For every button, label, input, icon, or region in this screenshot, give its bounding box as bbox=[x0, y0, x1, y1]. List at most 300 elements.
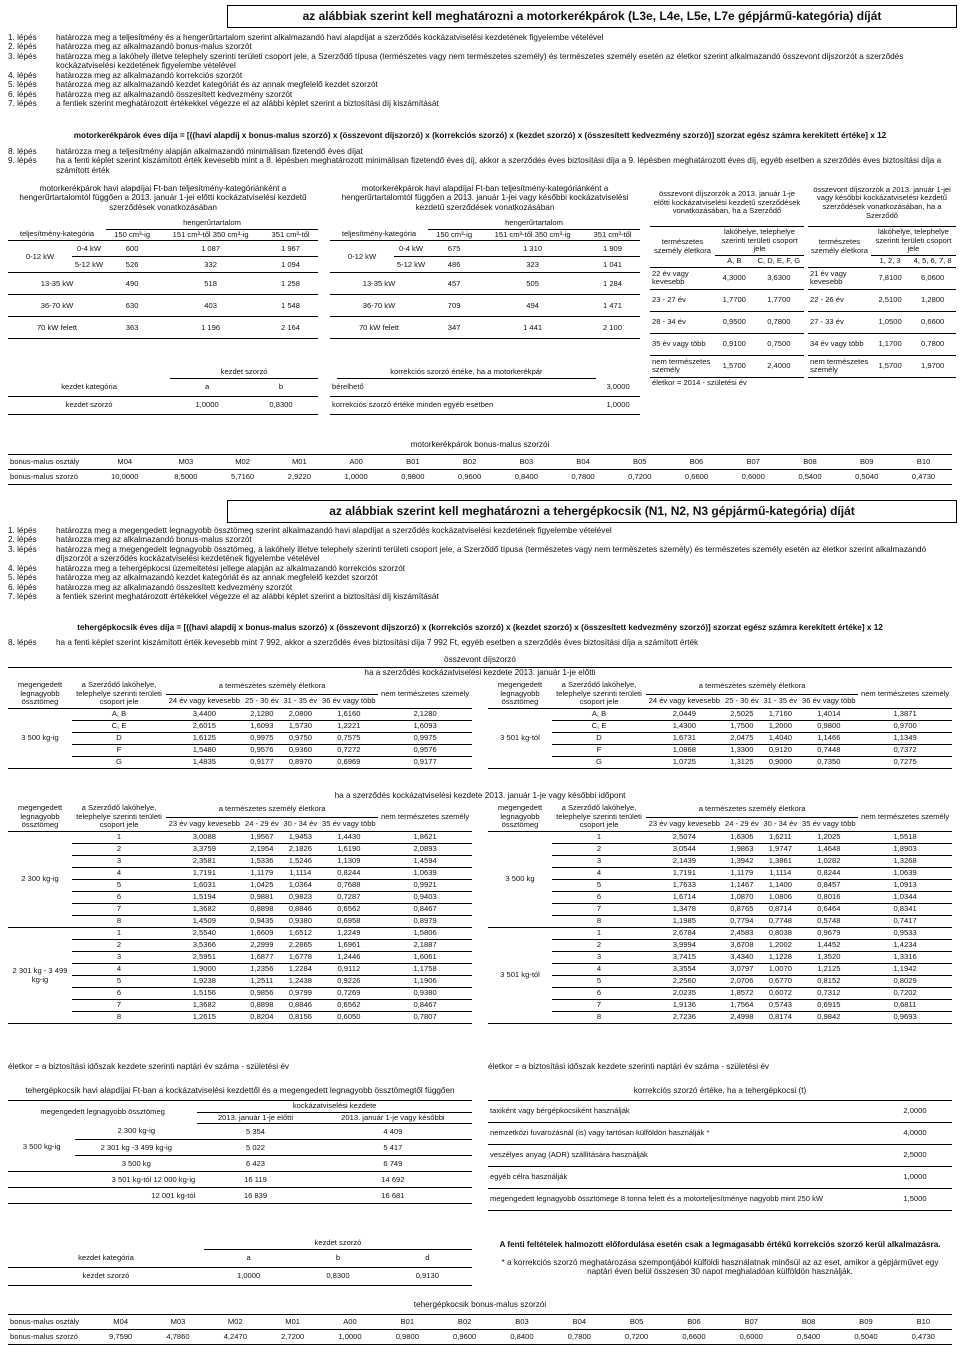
row-label: 12 001 kg-tól bbox=[8, 1188, 197, 1204]
table-cell: 0,8152 bbox=[800, 976, 859, 988]
row-label: kezdet szorzó bbox=[8, 396, 170, 414]
table-row bbox=[488, 856, 952, 868]
table bbox=[488, 803, 952, 1024]
row-label: 27 - 33 év bbox=[808, 311, 871, 333]
table-cell: 1,4835 bbox=[166, 757, 243, 769]
table-cell: 16 119 bbox=[197, 1172, 314, 1188]
table-row bbox=[8, 976, 472, 988]
table-cell: 0,6562 bbox=[320, 904, 379, 916]
table-cell: 1,1466 bbox=[800, 733, 859, 745]
blank-cell bbox=[330, 218, 394, 229]
table-cell: 1,6211 bbox=[761, 832, 799, 844]
table-cell: 486 bbox=[428, 257, 480, 273]
table-cell: 0,5743 bbox=[761, 1000, 799, 1012]
blank-cell bbox=[8, 218, 72, 229]
step-text: határozza meg a teljesítmény és a hengerűrtartalom szerint alkalmazandó havi alapdíjat a szerződés kockázatviselési kezdetének figyelembe vételével bbox=[56, 33, 604, 42]
column-header: 150 cm³-ig bbox=[428, 229, 480, 241]
table-row bbox=[488, 904, 952, 916]
table-cell: 2,6784 bbox=[646, 928, 723, 940]
table bbox=[8, 367, 318, 415]
table-cell: 1,0806 bbox=[761, 892, 799, 904]
table-cell: 0,8341 bbox=[858, 904, 952, 916]
table-row bbox=[8, 273, 318, 295]
table-cell: 0,7275 bbox=[858, 757, 952, 769]
table-title: kezdet szorzó bbox=[204, 1238, 472, 1249]
table-cell: 1,1700 bbox=[871, 333, 909, 355]
table-cell: 2,0475 bbox=[723, 733, 761, 745]
step-text: a fentiek szerint meghatározott értékekkel végezze el az alábbi képlet szerint a biztosítási díj kiszámítását bbox=[56, 591, 439, 601]
table-cell: 6 423 bbox=[197, 1156, 314, 1172]
column-header: 24 - 29 év bbox=[723, 817, 761, 832]
class-cell: B02 bbox=[441, 455, 498, 470]
table-cell: a bbox=[204, 1249, 293, 1267]
table-row bbox=[8, 1156, 472, 1172]
table-row bbox=[8, 916, 472, 928]
table bbox=[8, 1100, 472, 1204]
row-label: 6 bbox=[552, 892, 646, 904]
table-cell: 2,7236 bbox=[646, 1012, 723, 1024]
table-cell: 0,9177 bbox=[378, 757, 472, 769]
table-cell: 1,7500 bbox=[723, 721, 761, 733]
table-cell: 1,2284 bbox=[281, 964, 319, 976]
table-cell: 1,1228 bbox=[761, 952, 799, 964]
table-cell: 1,8572 bbox=[723, 988, 761, 1000]
row-label: G bbox=[72, 757, 166, 769]
table-cell: 1,9000 bbox=[166, 964, 243, 976]
step-item bbox=[8, 526, 952, 535]
table-row bbox=[8, 803, 472, 817]
table-row bbox=[8, 396, 318, 414]
table-cell: 1,6306 bbox=[723, 832, 761, 844]
table-cell: 2,0235 bbox=[646, 988, 723, 1000]
table-cell: 2,5074 bbox=[646, 832, 723, 844]
table-cell: 1,3478 bbox=[646, 904, 723, 916]
table-title: kezdet szorzó bbox=[170, 367, 318, 378]
table-cell: 1,7700 bbox=[715, 289, 754, 311]
table-cell: a bbox=[170, 378, 244, 396]
row-label: 70 kW felett bbox=[330, 317, 428, 339]
row-label: F bbox=[552, 745, 646, 757]
row-label: 7 bbox=[72, 1000, 166, 1012]
table-cell: 1,0913 bbox=[858, 880, 952, 892]
row-label: veszélyes anyag (ADR) szállítására használják bbox=[488, 1145, 878, 1167]
row-label: 22 év vagy kevesebb bbox=[650, 267, 715, 289]
column-header: 150 cm³-ig bbox=[106, 229, 158, 241]
table-cell: 0,7202 bbox=[858, 988, 952, 1000]
table-cell: 1,0500 bbox=[871, 311, 909, 333]
table-cell: 0,7800 bbox=[754, 311, 804, 333]
table-row bbox=[808, 333, 956, 355]
row-label: D bbox=[552, 733, 646, 745]
table-cell: 0,8457 bbox=[800, 880, 859, 892]
table-cell: 3,7415 bbox=[646, 952, 723, 964]
table-cell: 3,4340 bbox=[723, 952, 761, 964]
table-row bbox=[488, 976, 952, 988]
class-cell: B10 bbox=[895, 455, 952, 470]
table-cell: 0,7575 bbox=[320, 733, 379, 745]
table-cell: 0,8846 bbox=[281, 1000, 319, 1012]
table-cell: 2,1280 bbox=[378, 709, 472, 721]
table-cell: 1 258 bbox=[263, 273, 318, 295]
table-row bbox=[808, 289, 956, 311]
table-cell: 6,0600 bbox=[909, 267, 956, 289]
table-cell: 1,2446 bbox=[320, 952, 379, 964]
step-number: 8. lépés bbox=[8, 638, 37, 647]
table-cell: 1 310 bbox=[480, 241, 585, 257]
table-cell: 2 164 bbox=[263, 317, 318, 339]
value-cell: 1,0000 bbox=[328, 470, 385, 485]
class-cell: B05 bbox=[611, 455, 668, 470]
table-row bbox=[488, 892, 952, 904]
table-cell: 0,6072 bbox=[761, 988, 799, 1000]
value-cell: 9,7590 bbox=[92, 1330, 149, 1345]
table-row bbox=[330, 378, 640, 396]
table-cell: 1,1467 bbox=[723, 880, 761, 892]
moto-formula: motorkerékpárok éves díja = [((havi alapdíj x bonus-malus szorzó) x (összevont díjszorzó) x (korrekciós szorzó) x (kezdet szorzó) x (összesített kedvezmény szorzó)] szorzat egész számra kerekített értéke] x 12 bbox=[73, 131, 887, 140]
class-cell: A00 bbox=[328, 455, 385, 470]
table-cell: 1,6778 bbox=[281, 952, 319, 964]
table-cell: 0,6958 bbox=[320, 916, 379, 928]
row-label: 3 500 kg bbox=[75, 1156, 197, 1172]
table-cell: 1,6093 bbox=[243, 721, 281, 733]
row-label: 23 - 27 év bbox=[650, 289, 715, 311]
group-label: 3 500 kg-ig bbox=[8, 709, 72, 769]
table-cell: 2,5951 bbox=[166, 952, 243, 964]
table-cell: 2,1826 bbox=[281, 844, 319, 856]
table-row bbox=[330, 367, 640, 378]
table-row bbox=[488, 680, 952, 694]
table-cell: 1,2615 bbox=[166, 1012, 243, 1024]
table-cell: 5 022 bbox=[197, 1140, 314, 1156]
table-cell: 490 bbox=[106, 273, 158, 295]
column-header: nem természetes személy bbox=[858, 803, 952, 832]
row-label: 2 300 kg-ig bbox=[75, 1124, 197, 1140]
value-cell: 0,9600 bbox=[436, 1330, 493, 1345]
truck-step8 bbox=[8, 638, 952, 647]
table-cell: 1,0364 bbox=[281, 880, 319, 892]
table-cell: 675 bbox=[428, 241, 480, 257]
moto-base2-heading: motorkerékpárok havi alapdíjai Ft-ban teljesítmény-kategóriánként a hengerűrtartalomtól függően a 2013. január 1-jei vagy későbbi kockázatviselési kezdetű szerződések vonatkozásában bbox=[341, 184, 629, 212]
table-row bbox=[8, 733, 472, 745]
table-cell: 1 041 bbox=[585, 257, 640, 273]
row-label: A, B bbox=[72, 709, 166, 721]
row-label: 1 bbox=[552, 928, 646, 940]
row-group-header: teljesítmény-kategória bbox=[330, 229, 428, 241]
table-row bbox=[8, 1000, 472, 1012]
column-header: 36 év vagy több bbox=[320, 694, 379, 709]
blank-cell bbox=[8, 367, 170, 378]
row-label: 28 - 34 év bbox=[650, 311, 715, 333]
value-cell: 0,6000 bbox=[725, 470, 782, 485]
table-cell: 0,9750 bbox=[281, 733, 319, 745]
table-row bbox=[8, 757, 472, 769]
moto-steps2 bbox=[8, 147, 952, 175]
table-cell: 1,2221 bbox=[320, 721, 379, 733]
class-cell: B04 bbox=[555, 455, 612, 470]
group-label: 3 501 kg-tól bbox=[488, 709, 552, 769]
table-row bbox=[8, 1012, 472, 1024]
truck-correction-heading: korrekciós szorzó értéke, ha a tehergépkocsi (t) bbox=[633, 1086, 807, 1095]
column-header: nem természetes személy bbox=[378, 803, 472, 832]
table-row bbox=[488, 952, 952, 964]
value-cell: 0,5400 bbox=[780, 1330, 837, 1345]
truck-steps bbox=[8, 526, 952, 601]
table-cell: 0,9112 bbox=[320, 964, 379, 976]
table-row bbox=[488, 940, 952, 952]
table-cell: 1,2025 bbox=[800, 832, 859, 844]
blank-cell bbox=[596, 367, 640, 378]
value-cell: 0,9800 bbox=[379, 1330, 436, 1345]
class-cell: B07 bbox=[723, 1315, 780, 1330]
value-cell: 5,7160 bbox=[214, 470, 271, 485]
table-cell: 0,9800 bbox=[800, 721, 859, 733]
table-cell: 6 749 bbox=[314, 1156, 472, 1172]
table-row bbox=[330, 396, 640, 414]
step-number: 8. lépés bbox=[8, 147, 37, 156]
table-row bbox=[8, 1249, 472, 1267]
table-cell: 1,2249 bbox=[320, 928, 379, 940]
table bbox=[808, 180, 956, 378]
table-cell: 1,4452 bbox=[800, 940, 859, 952]
row-label: 5 bbox=[552, 976, 646, 988]
table-cell: b bbox=[293, 1249, 382, 1267]
table-cell: 3,0088 bbox=[166, 832, 243, 844]
column-header: megengedett legnagyobb össztömeg bbox=[488, 680, 552, 709]
class-cell: M03 bbox=[158, 455, 215, 470]
class-cell: B06 bbox=[665, 1315, 722, 1330]
step-text: ha a fenti képlet szerint kiszámított érték kevesebb mint a 8. lépésben meghatározott minimálisan fizetendő éves díj, akkor a szerződés éves biztosítási díja a 9. lépésben meghatározott éves díj, egyéb esetben a szerződés éves biztosítási díja a számított érték bbox=[56, 156, 942, 175]
table-cell: 0,9679 bbox=[800, 928, 859, 940]
row-group-header: természetes személy életkora bbox=[808, 227, 871, 268]
row-label: nem természetes személy bbox=[808, 355, 871, 377]
table-row bbox=[330, 241, 640, 257]
value-cell: 0,4730 bbox=[895, 470, 952, 485]
row-label: nem természetes személy bbox=[650, 355, 715, 377]
table-cell: 0,9842 bbox=[800, 1012, 859, 1024]
table-row bbox=[330, 273, 640, 295]
step-text: határozza meg az alkalmazandó kezdet kategóriát és az annak megfelelő kezdet szorzót bbox=[56, 573, 378, 583]
column-group-header: a természetes személy életkora bbox=[166, 803, 378, 817]
value-cell: 4,2470 bbox=[207, 1330, 264, 1345]
row-label: kezdet kategória bbox=[8, 378, 170, 396]
table-row bbox=[808, 180, 956, 227]
class-cell: M01 bbox=[271, 455, 328, 470]
step-number: 5. lépés bbox=[8, 573, 37, 583]
step-item bbox=[8, 583, 952, 592]
row-label: 5 bbox=[552, 880, 646, 892]
row-label: 6 bbox=[72, 892, 166, 904]
table-cell: 1,7633 bbox=[646, 880, 723, 892]
table-cell: 0,8029 bbox=[858, 976, 952, 988]
table-cell: d bbox=[383, 1249, 472, 1267]
table-cell: 0,7807 bbox=[378, 1012, 472, 1024]
table-row bbox=[488, 1189, 952, 1211]
table-cell: 1,4509 bbox=[166, 916, 243, 928]
table-cell: 0,8244 bbox=[320, 868, 379, 880]
row-label: 0-4 kW bbox=[394, 241, 428, 257]
table-cell: 1,0000 bbox=[204, 1267, 293, 1285]
table-cell: 1,0282 bbox=[800, 856, 859, 868]
column-header: 35 év vagy több bbox=[800, 817, 859, 832]
table-cell: 2,0000 bbox=[878, 1101, 952, 1123]
table-cell: 0,8244 bbox=[800, 868, 859, 880]
table-cell: 1,3682 bbox=[166, 1000, 243, 1012]
table-cell: 0,9823 bbox=[281, 892, 319, 904]
table-cell: 2,2999 bbox=[243, 940, 281, 952]
table-cell: 4,3000 bbox=[715, 267, 754, 289]
value-cell: 0,8400 bbox=[493, 1330, 550, 1345]
table-row bbox=[8, 1140, 472, 1156]
table-cell: 1,1758 bbox=[378, 964, 472, 976]
row-label: 36-70 kW bbox=[8, 295, 106, 317]
value-cell: 0,6000 bbox=[723, 1330, 780, 1345]
table-cell: 1,5000 bbox=[878, 1189, 952, 1211]
table-cell: 0,9100 bbox=[715, 333, 754, 355]
column-header: 2013. január 1-je vagy későbbi bbox=[314, 1112, 472, 1124]
step-text: határozza meg a tehergépkocsi üzemeltetési jellege alapján az alkalmazandó korrekciós szorzót bbox=[56, 563, 406, 573]
row-label: 13-35 kW bbox=[330, 273, 428, 295]
group-label: 2 300 kg-ig bbox=[8, 832, 72, 928]
table-cell: 494 bbox=[480, 295, 585, 317]
table-cell: 1 284 bbox=[585, 273, 640, 295]
table-cell: 3,9994 bbox=[646, 940, 723, 952]
table-cell: 0,6562 bbox=[320, 1000, 379, 1012]
row-label: 7 bbox=[552, 1000, 646, 1012]
step-item bbox=[8, 573, 952, 582]
table-cell: 1,0639 bbox=[378, 868, 472, 880]
table-cell: 1,0070 bbox=[761, 964, 799, 976]
step-item bbox=[8, 42, 952, 51]
table-row bbox=[808, 311, 956, 333]
table-cell: 1,4430 bbox=[320, 832, 379, 844]
table-row bbox=[8, 745, 472, 757]
row-label: 3 bbox=[72, 856, 166, 868]
table-cell: 332 bbox=[158, 257, 263, 273]
step-item bbox=[8, 80, 952, 89]
table-cell: 1,4594 bbox=[378, 856, 472, 868]
row-label: bonus-malus osztály bbox=[8, 1315, 92, 1330]
table-cell: 2,1439 bbox=[646, 856, 723, 868]
table bbox=[8, 803, 472, 1024]
blank-cell bbox=[72, 218, 106, 229]
step-item bbox=[8, 545, 952, 564]
step-item bbox=[8, 147, 952, 156]
table-row bbox=[488, 1000, 952, 1012]
table-cell: 1,7191 bbox=[646, 868, 723, 880]
column-header: a Szerződő lakóhelye, telephelye szerinti területi csoport jele bbox=[552, 803, 646, 832]
step-item bbox=[8, 99, 952, 108]
table-cell: 0,7794 bbox=[723, 916, 761, 928]
class-cell: M03 bbox=[149, 1315, 206, 1330]
row-label: 13-35 kW bbox=[8, 273, 106, 295]
table-cell: 1,3942 bbox=[723, 856, 761, 868]
table-cell: 1,5194 bbox=[166, 892, 243, 904]
table-cell: 1,0000 bbox=[170, 396, 244, 414]
table-cell: 0,9576 bbox=[243, 745, 281, 757]
table-row bbox=[488, 964, 952, 976]
table-cell: 323 bbox=[480, 257, 585, 273]
table-row bbox=[8, 721, 472, 733]
row-label: 4 bbox=[552, 964, 646, 976]
table-cell: 0,9403 bbox=[378, 892, 472, 904]
step-text: határozza meg a megengedett legnagyobb össztömeg szerint alkalmazandó havi alapdíjat a szerződés kockázatviselési kezdetének figyelembe vételével bbox=[56, 526, 612, 535]
value-cell: 0,5040 bbox=[837, 1330, 894, 1345]
table bbox=[8, 680, 472, 769]
step-text: ha a fenti képlet szerint kiszámított érték kevesebb mint 7 992, akkor a szerződés éves biztosítási díja 7 992 Ft, egyéb esetben a szerződés éves biztosítási díja a számított érték bbox=[56, 638, 699, 647]
table-cell: 1,2125 bbox=[800, 964, 859, 976]
table-row bbox=[488, 868, 952, 880]
correction-footnote: * a korrekciós szorzó meghatározása szempontjából külföldi használatnak minősül az az eset, amikor a gépjárművet egy naptári éven belül összesen 30 napot meghaladóan külföldön használják. bbox=[501, 1258, 939, 1277]
table-cell: 1,6714 bbox=[646, 892, 723, 904]
step-number: 9. lépés bbox=[8, 156, 37, 166]
step-text: határozza meg az alkalmazandó összesített kedvezmény szorzót bbox=[56, 582, 293, 592]
correction-note: A fenti feltételek halmozott előfordulása esetén csak a legmagasabb értékű korrekciós szorzó kerül alkalmazásra. bbox=[499, 1240, 941, 1249]
table-cell: 14 692 bbox=[314, 1172, 472, 1188]
column-header: 24 év vagy kevesebb bbox=[646, 694, 723, 709]
table-cell: 3,3554 bbox=[646, 964, 723, 976]
row-label: 8 bbox=[72, 916, 166, 928]
step-item bbox=[8, 535, 952, 544]
table-cell: 1,3520 bbox=[800, 952, 859, 964]
table-row bbox=[808, 267, 956, 289]
table-cell: 1,6609 bbox=[243, 928, 281, 940]
table-cell: 1,2000 bbox=[761, 721, 799, 733]
table-cell: 1,3871 bbox=[858, 709, 952, 721]
table-cell: 0,8898 bbox=[243, 904, 281, 916]
row-label: kezdet kategória bbox=[8, 1249, 204, 1267]
step-item bbox=[8, 52, 952, 71]
table-cell: 2,0800 bbox=[281, 709, 319, 721]
table-cell: 0,8467 bbox=[378, 904, 472, 916]
column-header: 23 év vagy kevesebb bbox=[166, 817, 243, 832]
table-cell: 1,9863 bbox=[723, 844, 761, 856]
value-cell: 8,5000 bbox=[158, 470, 215, 485]
table-row bbox=[8, 470, 952, 485]
table bbox=[330, 367, 640, 415]
table-cell: 1,8903 bbox=[858, 844, 952, 856]
table-cell: 0,6915 bbox=[800, 1000, 859, 1012]
table-row bbox=[8, 229, 318, 241]
table-row bbox=[8, 1267, 472, 1285]
row-label: 5-12 kW bbox=[394, 257, 428, 273]
row-label: 21 év vagy kevesebb bbox=[808, 267, 871, 289]
table-row bbox=[488, 1012, 952, 1024]
table-cell: 0,9130 bbox=[383, 1267, 472, 1285]
column-header: a Szerződő lakóhelye, telephelye szerinti területi csoport jele bbox=[72, 680, 166, 709]
column-header: 35 év vagy több bbox=[320, 817, 379, 832]
row-label: 5 bbox=[72, 976, 166, 988]
table-row bbox=[650, 267, 804, 289]
table bbox=[8, 1238, 472, 1286]
truck-base-heading: tehergépkocsik havi alapdíjai Ft-ban a kockázatviselési kezdettől és a megengedett legnagyobb össztömegtől függően bbox=[25, 1086, 455, 1095]
step-text: a fentiek szerint meghatározott értékekkel végezze el az alábbi képlet szerint a biztosítási díj kiszámítását bbox=[56, 98, 439, 108]
table bbox=[330, 218, 640, 339]
table-cell: 0,8300 bbox=[293, 1267, 382, 1285]
table-cell: 505 bbox=[480, 273, 585, 295]
table-cell: 0,7372 bbox=[858, 745, 952, 757]
moto-title: az alábbiak szerint kell meghatározni a motorkerékpárok (L3e, L4e, L5e, L7e gépjármű-kategória) díját bbox=[227, 5, 957, 28]
table-cell: 0,8174 bbox=[761, 1012, 799, 1024]
blank-cell bbox=[8, 1238, 204, 1249]
table-cell: 1 441 bbox=[480, 317, 585, 339]
column-header: 351 cm³-től bbox=[263, 229, 318, 241]
table-cell: 0,9226 bbox=[320, 976, 379, 988]
table-cell: 0,8898 bbox=[243, 1000, 281, 1012]
table-cell: 2 100 bbox=[585, 317, 640, 339]
table-row bbox=[8, 218, 318, 229]
table-cell: 0,7800 bbox=[909, 333, 956, 355]
value-cell: 0,4730 bbox=[895, 1330, 952, 1345]
